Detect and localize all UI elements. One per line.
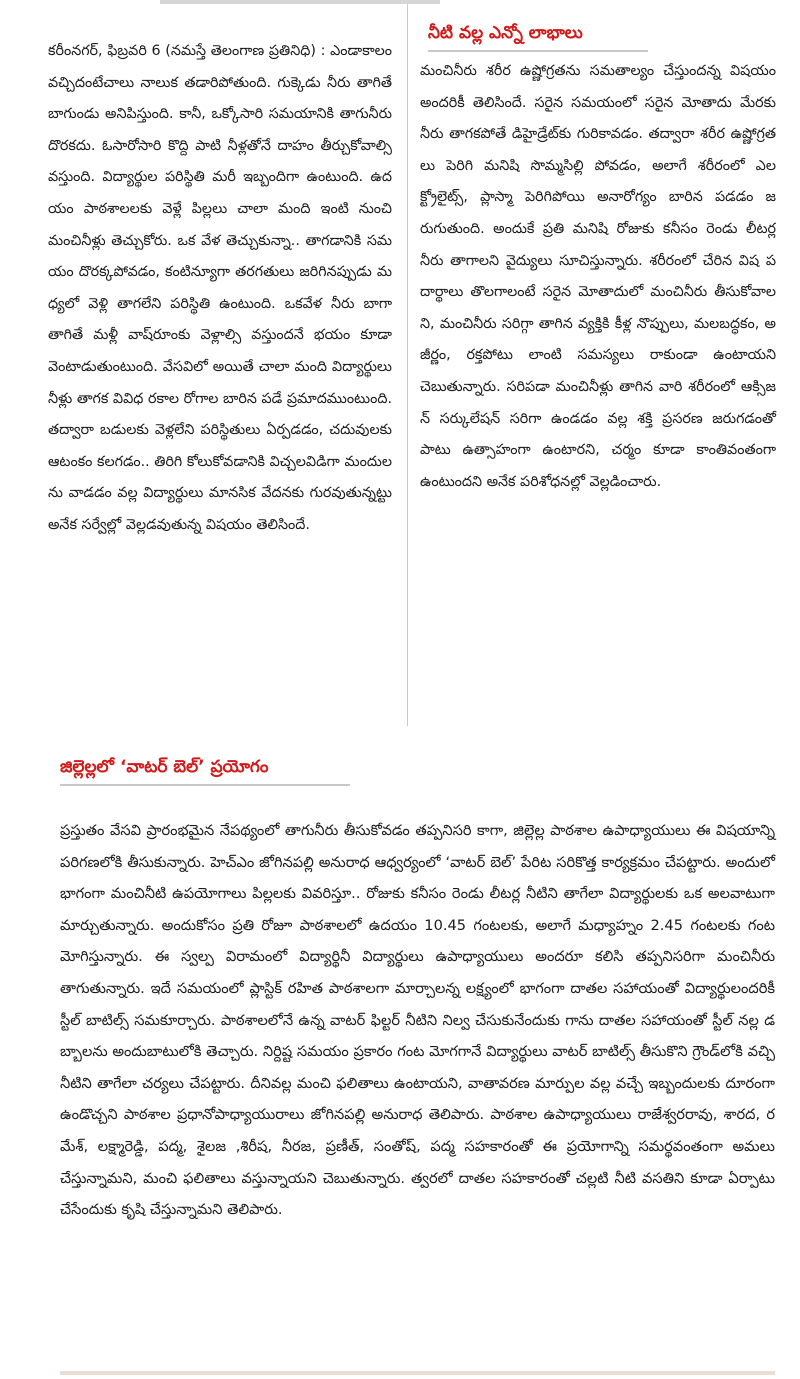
column-divider (407, 4, 408, 726)
top-rule (160, 0, 440, 4)
bottom-rule (60, 1371, 775, 1375)
benefits-heading: నీటి వల్ల ఎన్నో లాభాలు (428, 20, 648, 52)
water-bell-article-body: ప్రస్తుతం వేసవి ప్రారంభమైన నేపథ్యంలో తాగునీరు తీసుకోవడం తప్పనిసరి కాగా, జిల్లెల్ల పాఠశాల ఉపాధ్యాయులు ఈ విషయాన్ని పరిగణలోకి తీసుకున్నారు. హెచ్‌ఎం జోగినపల్లి అనురాధ ఆధ్వర్యంలో ‘వాటర్ బెల్’ పేరిట సరికొత్త కార్యక్రమం చేపట్టారు. అందులో భాగంగా మంచినీటి ఉపయోగాలు పిల్లలకు వివరిస్తూ.. రోజుకు కనీసం రెండు లీటర్ల నీటిని తాగేలా విద్యార్థులకు ఒక అలవాటుగా మార్చుతున్నారు. అందుకోసం ప్రతి రోజూ పాఠశాలలో ఉదయం 10.45 గంటలకు, అలాగే మధ్యాహ్నం 2.45 గంటలకు గంట మోగిస్తున్నారు. ఈ స్వల్ప విరామంలో విద్యార్థినీ విద్యార్థులు ఉపాధ్యాయులు అందరూ కలిసి తప్పనిసరిగా మంచినీరు తాగుతున్నారు. ఇదే సమయంలో ప్లాస్టిక్ రహిత పాఠశాలగా మార్చాలన్న లక్ష్యంలో భాగంగా దాతల సహాయంతో విద్యార్థులందరికీ స్టీల్ బాటిల్స్ సమకూర్చారు. పాఠశాలలోనే ఉన్న వాటర్ ఫిల్టర్ నీటిని నిల్వ చేసుకునేందుకు గాను దాతల సహాయంతో స్టీల్ నల్ల డబ్బాలను అందుబాటులోకి తెచ్చారు. నిర్దిష్ట సమయం ప్రకారం గంట మోగగానే విద్యార్థులు వాటర్ బాటిల్స్ తీసుకొని గ్రౌండ్‌లోకి వచ్చి నీటిని తాగేలా చర్యలు చేపట్టారు. దీనివల్ల మంచి ఫలితాలు ఉంటాయని, వాతావరణ మార్పుల వల్ల వచ్చే ఇబ్బందులకు దూరంగా ఉండొచ్చని పాఠశాల ప్రధానోపాధ్యాయురాలు జోగినపల్లి అనురాధ తెలిపారు. పాఠశాల ఉపాధ్యాయులు రాజేశ్వరరావు, శారద, రమేశ్, లక్ష్మారెడ్డి, పద్మ, శైలజ ,శిరీష, నీరజ, ప్రణీత్, సంతోష్, పద్మ సహకారంతో ఈ ప్రయోగాన్ని సమర్థవంతంగా అమలు చేస్తున్నామని, మంచి ఫలితాలు వస్తున్నాయని చెబుతున్నారు. త్వరలో దాతల సహకారంతో చల్లటి నీటి వసతిని కూడా ఏర్పాటు చేసేందుకు కృషి చేస్తున్నామని తెలిపారు. (60, 822, 775, 1219)
intro-article-body: కరీంనగర్, ఫిబ్రవరి 6 (నమస్తే తెలంగాణ ప్రతినిధి) : ఎండాకాలం వచ్చిదంటేచాలు నాలుక తడారిపోతుంది. గుక్కెడు నీరు తాగితే బాగుండు అనిపిస్తుంది. కానీ, ఒక్కోసారి సమయానికి తాగునీరు దొరకదు. ఓసారోసారి కొద్ది పాటి నీళ్లతోనే దాహం తీర్చుకోవాల్సి వస్తుంది. విద్యార్థుల పరిస్థితి మరీ ఇబ్బందిగా ఉంటుంది. ఉదయం పాఠశాలలకు వెళ్లే పిల్లలు చాలా మంది ఇంటి నుంచి మంచినీళ్లు తెచ్చుకోరు. ఒక వేళ తెచ్చుకున్నా.. తాగడానికి సమయం దొరక్కపోవడం, కంటిన్యూగా తరగతులు జరిగినప్పుడు మధ్యలో వెళ్లి తాగలేని పరిస్థితి ఉంటుంది. ఒకవేళ నీరు బాగా తాగితే మళ్లీ వాష్‌రూంకు వెళ్లాల్సి వస్తుందనే భయం కూడా వెంటాడుతుంటుంది. వేసవిలో అయితే చాలా మంది విద్యార్థులు నీళ్లు తాగక వివిధ రకాల రోగాల బారిన పడే ప్రమాదముంటుంది. తద్వారా బడులకు వెళ్లలేని పరిస్థితులు ఏర్పడడం, చదువులకు ఆటంకం కలగడం.. తిరిగి కోలుకోవడానికి విచ్చలవిడిగా మందులను వాడడం వల్ల విద్యార్థులు మానసిక వేదనకు గురవుతున్నట్టు అనేక సర్వేల్లో వెల్లడవుతున్న విషయం తెలిసిందే. (48, 43, 392, 533)
benefits-article-column (420, 36, 776, 498)
water-bell-article (60, 815, 775, 1226)
benefits-article-body: మంచినీరు శరీర ఉష్ణోగ్రతను సమతాల్యం చేస్తుందన్న విషయం అందరికీ తెలిసిందే. సరైన సమయంలో సరైన మోతాదు మేరకు నీరు తాగకపోతే డిహైడ్రేట్‌కు గురికావడం. తద్వారా శరీర ఉష్ణోగ్రతలు పెరిగి మనిషి సొమ్మసిల్లి పోవడం, అలాగే శరీరంలో ఎలక్ట్రోలైట్స్, ప్లాస్మా పెరిగిపోయి అనారోగ్యం బారిన పడడం జరుగుతుంది. అందుకే ప్రతి మనిషి రోజుకు కనీసం రెండు లీటర్ల నీరు తాగాలని వైద్యులు సూచిస్తున్నారు. శరీరంలో చేరిన విష పదార్థాలు తొలగాలంటే సరైన మోతాదులో మంచినీరు తీసుకోవాలని, మంచినీరు సరిగ్గా తాగిన వ్యక్తికి కీళ్ల నొప్పులు, మలబద్ధకం, అజీర్ణం, రక్తపోటు లాంటి సమస్యలు రాకుండా ఉంటాయని చెబుతున్నారు. సరిపడా మంచినీళ్లు తాగిన వారి శరీరంలో ఆక్సిజన్ సర్కులేషన్ సరిగా ఉండడం వల్ల శక్తి ప్రసరణ జరుగడంతో పాటు ఉత్సాహంగా ఉంటారని, చర్మం కూడా కాంతివంతంగా ఉంటుందని అనేక పరిశోధనల్లో వెల్లడించారు. (420, 63, 776, 490)
intro-article-column (48, 36, 392, 542)
water-bell-heading: జిల్లెల్లలో ‘వాటర్ బెల్’ ప్రయోగం (60, 754, 350, 786)
